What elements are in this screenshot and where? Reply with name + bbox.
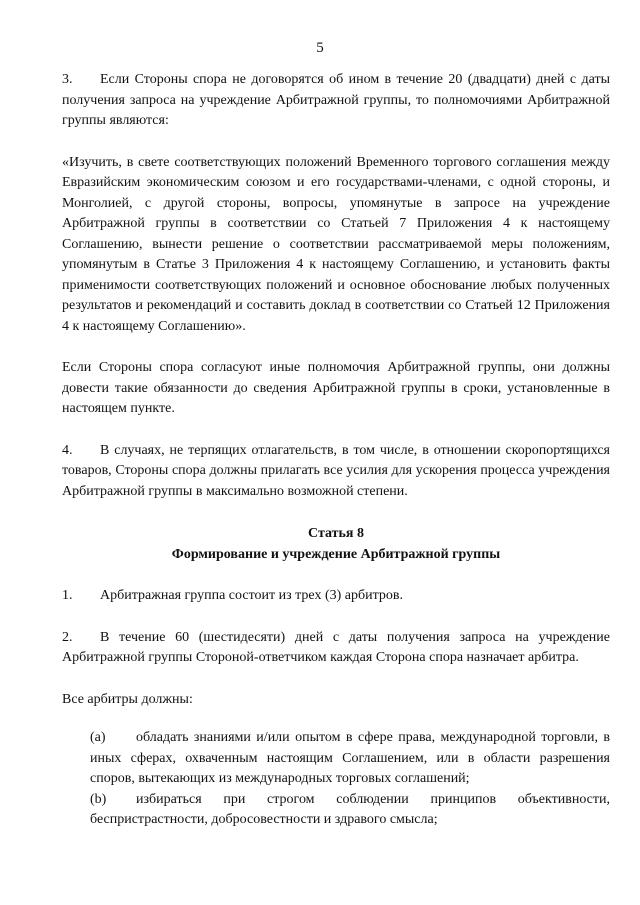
article-number: Статья 8 (308, 526, 364, 541)
paragraph-text: В течение 60 (шестидесяти) дней с даты получения запроса на учреждение Арбитражной группы Стороной-ответчиком каждая Сторона спора назначает арбитра. (62, 629, 610, 665)
paragraph-4 (62, 441, 610, 503)
paragraph-text: Арбитражная группа состоит из трех (3) арбитров. (100, 588, 404, 603)
document-body (62, 70, 610, 831)
list-item-text: избираться при строгом соблюдении принципов объективности, беспристрастности, добросовестности и здравого смысла; (90, 791, 610, 827)
paragraph-3 (62, 70, 610, 132)
paragraph-text: В случаях, не терпящих отлагательств, в том числе, в отношении скоропортящихся товаров, Стороны спора должны прилагать все усилия для ускорения процесса учреждения Арбитражной группы в максимально возможной степени. (62, 442, 610, 499)
all-arbiters-lead: Все арбитры должны: (62, 691, 193, 707)
paragraph-text: Если Стороны спора не договорятся об ином в течение 20 (двадцати) дней с даты получения запроса на учреждение Арбитражной группы, то полномочиями Арбитражной группы являются: (62, 72, 610, 128)
other-powers-paragraph: Если Стороны спора согласуют иные полномочия Арбитражной группы, они должны довести такие обязанности до сведения Арбитражной группы в сроки, установленные в настоящем пункте. (62, 360, 610, 416)
paragraph-number: 4. (62, 442, 73, 458)
list-item-label: (b) (90, 791, 107, 807)
paragraph-number: 3. (62, 72, 73, 87)
quoted-terms-of-reference: «Изучить, в свете соответствующих положений Временного торгового соглашения между Евразийским экономическим союзом и его государствами-членами, с одной стороны, и Монголией, с другой стороны, вопросы, упомянутые в запросе на учреждение Арбитражной группы в соответствии со Статьей 7 Приложения 4 к настоящему Соглашению, вынести решение о соответствии рассматриваемой меры положениям, упомянутым в Статье 3 Приложения 4 к настоящему Соглашению, и установить факты применимости соответствующих положений и основное обоснование любых полученных результатов и рекомендаций и составить доклад в соответствии со Статьей 12 Приложения 4 к настоящему Соглашению». (62, 154, 610, 334)
list-item (62, 728, 610, 790)
article-title: Формирование и учреждение Арбитражной группы (171, 547, 501, 562)
list-item-text: обладать знаниями и/или опытом в сфере права, международной торговли, в иных сферах, охваченным настоящим Соглашением, или в области разрешения споров, вытекающих из международных торговых соглашений; (90, 730, 610, 786)
article-paragraph-2 (62, 628, 610, 669)
page-number: 5 (316, 40, 324, 56)
paragraph-number: 2. (62, 629, 73, 645)
list-item-label: (а) (90, 730, 106, 745)
list-item (62, 790, 610, 831)
paragraph-number: 1. (62, 588, 73, 603)
article-paragraph-1 (62, 586, 610, 607)
